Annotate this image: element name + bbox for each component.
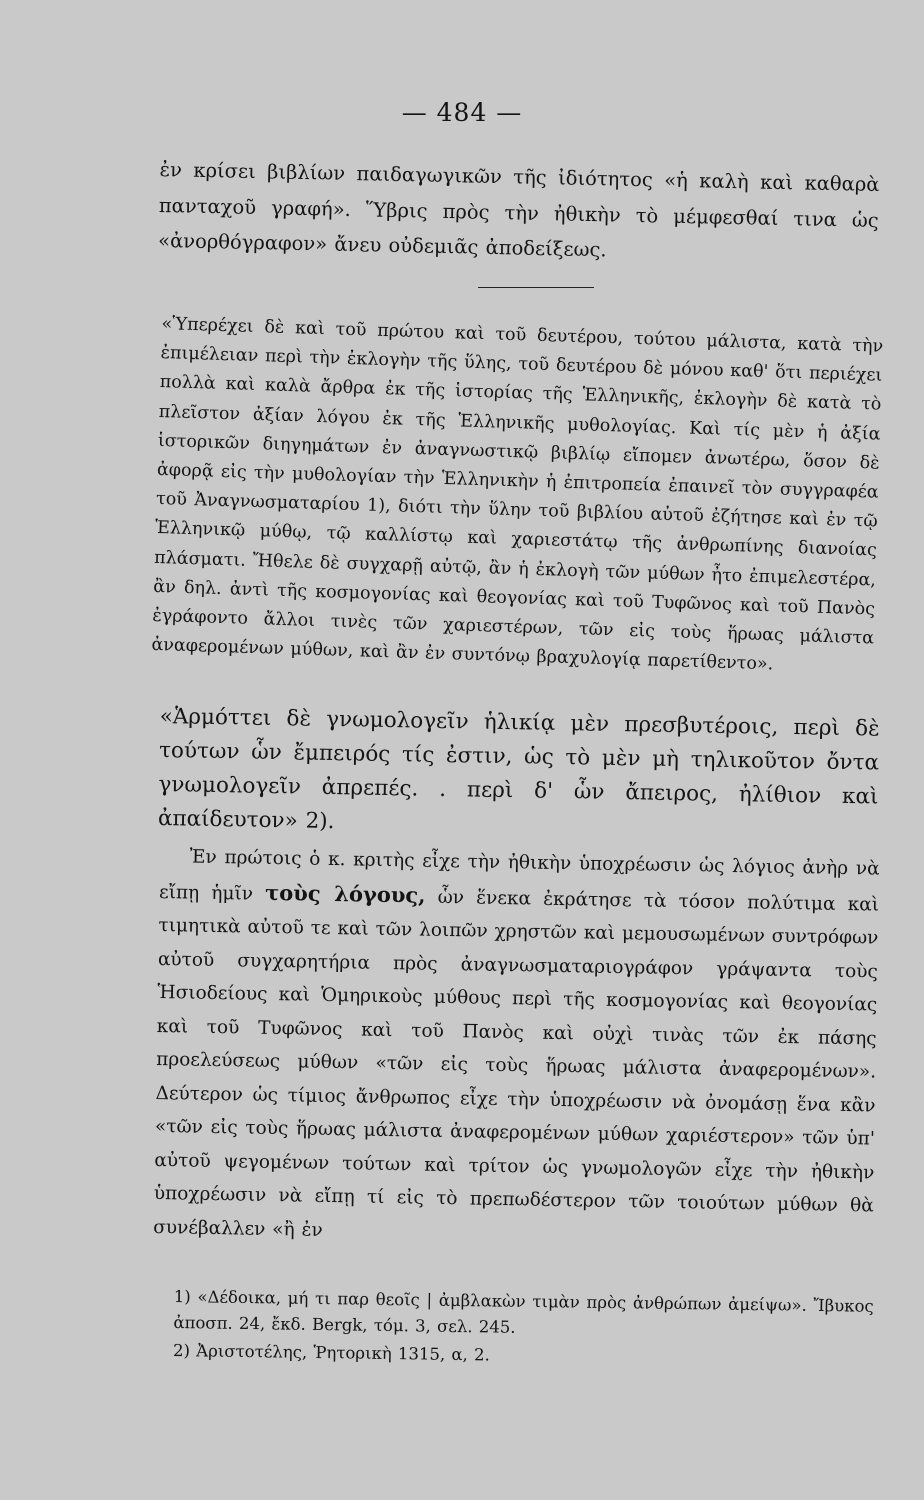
footnote-1: 1) «Δέδοικα, μή τι παρ θεοῖς | ἀμβλακὼν τιμὰν πρὸς ἀνθρώπων ἀμείψω». Ἴβυκος ἀποσπ. 24, ἔκδ. Bergk, τόμ. 3, σελ. 245. [173, 1286, 874, 1337]
critique-bold-phrase: τοὺς λόγους, [264, 879, 426, 908]
critique-text-2: ὧν ἕνεκα ἐκράτησε τὰ τόσον πολύτιμα καὶ τιμητικὰ αὐτοῦ τε καὶ τῶν λοιπῶν χρηστῶν καὶ μεμουσωμένων συντρόφων αὐτοῦ συγχαρητήρια πρὸς ἀναγνωσματαριογράφον γράψαντα τοὺς Ἡσιοδείους καὶ Ὁμηρικοὺς μύθους περὶ τῆς κοσμογονίας καὶ θεογονίας καὶ τοῦ Τυφῶνος καὶ τοῦ Πανὸς καὶ οὐχὶ τινὰς τῶν ἐκ πάσης προελεύσεως μύθων «τῶν εἰς τοὺς ἥρωας μάλιστα ἀναφερομένων». Δεύτερον ὡς τίμιος ἄνθρωπος εἶχε τὴν ὑποχρέωσιν νὰ ὀνομάσῃ ἕνα κἂν «τῶν εἰς τοὺς ἥρωας μάλιστα ἀναφερομένων μύθων χαριέστερον» τῶν ὑπ' αὐτοῦ ψεγομένων τούτων καὶ τρίτον ὡς γνωμολογῶν εἶχε τὴν ἠθικὴν ὑποχρέωσιν νὰ εἴπῃ τί εἰς τὸ πρεπωδέστερον τῶν τοιούτων μύθων θὰ συνέβαλλεν «ἢ ἐν [153, 886, 880, 1241]
footnotes [173, 1284, 874, 1374]
page-number: — 484 — [401, 98, 523, 127]
section-divider [478, 287, 594, 288]
critique-text-1: Ἐν πρώτοις ὁ κ. κριτὴς εἶχε τὴν ἠθικὴν ὑποχρέωσιν ὡς λόγιος ἀνὴρ νὰ εἴπῃ ἡμῖν [158, 846, 880, 905]
intro-paragraph: ἐν κρίσει βιβλίων παιδαγωγικῶν τῆς ἰδιότητος «ἡ καλὴ καὶ καθαρὰ πανταχοῦ γραφή». Ὕβρις πρὸς τὴν ἠθικὴν τὸ μέμφεσθαί τινα ὡς «ἀνορθόγραφον» ἄνευ οὐδεμιᾶς ἀποδείξεως. [157, 157, 880, 262]
committee-quote-paragraph: «Ὑπερέχει δὲ καὶ τοῦ πρώτου καὶ τοῦ δευτέρου, τούτου μάλιστα, κατὰ τὴν ἐπιμέλειαν περὶ τὴν ἐκλογὴν τῆς ὕλης, τοῦ δευτέρου δὲ μόνου καθ' ὅτι περιέχει πολλὰ καὶ καλὰ ἄρθρα ἐκ τῆς ἱστορίας τῆς Ἑλληνικῆς, ἐκλογὴν δὲ κατὰ τὸ πλεῖστον ἀξίαν λόγου ἐκ τῆς Ἑλληνικῆς μυθολογίας. Καὶ τίς μὲν ἡ ἀξία ἱστορικῶν διηγημάτων ἐν ἀναγνωστικῷ βιβλίῳ εἴπομεν ἀνωτέρω, ὅσον δὲ ἀφορᾷ εἰς τὴν μυθολογίαν τὴν Ἑλληνικὴν ἡ ἐπιτροπεία ἐπαινεῖ τὸν συγγραφέα τοῦ Ἀναγνωσματαρίου 1), διότι τὴν ὕλην τοῦ βιβλίου αὐτοῦ ἐζήτησε καὶ ἐν τῷ Ἑλληνικῷ μύθῳ, τῷ καλλίστῳ καὶ χαριεστάτῳ τῆς ἀνθρωπίνης διανοίας πλάσματι. Ἤθελε δὲ συγχαρῇ αὐτῷ, ἂν ἡ ἐκλογὴ τῶν μύθων ἦτο ἐπιμελεστέρα, ἂν δηλ. ἀντὶ τῆς κοσμογονίας καὶ θεογονίας καὶ τοῦ Τυφῶνος καὶ τοῦ Πανὸς ἐγράφοντο ἄλλοι τινὲς τῶν χαριεστέρων, τῶν εἰς τοὺς ἥρωας μάλιστα ἀναφερομένων μύθων, καὶ ἂν ἐν συντόνῳ βραχυλογίᾳ παρετίθεντο». [151, 313, 884, 675]
aristotle-quote-paragraph: «Ἁρμόττει δὲ γνωμολογεῖν ἡλικίᾳ μὲν πρεσβυτέροις, περὶ δὲ τούτων ὧν ἔμπειρός τίς ἐστιν, ὡς τὸ μὲν μὴ τηλικοῦτον ὄντα γνωμολογεῖν ἀπρεπές. . περὶ δ' ὧν ἄπειρος, ἠλίθιον καὶ ἀπαίδευτον» 2). [157, 703, 880, 835]
footnote-2: 2) Ἀριστοτέλης, Ῥητορικὴ 1315, α, 2. [172, 1340, 490, 1365]
critique-paragraph [153, 840, 880, 1257]
